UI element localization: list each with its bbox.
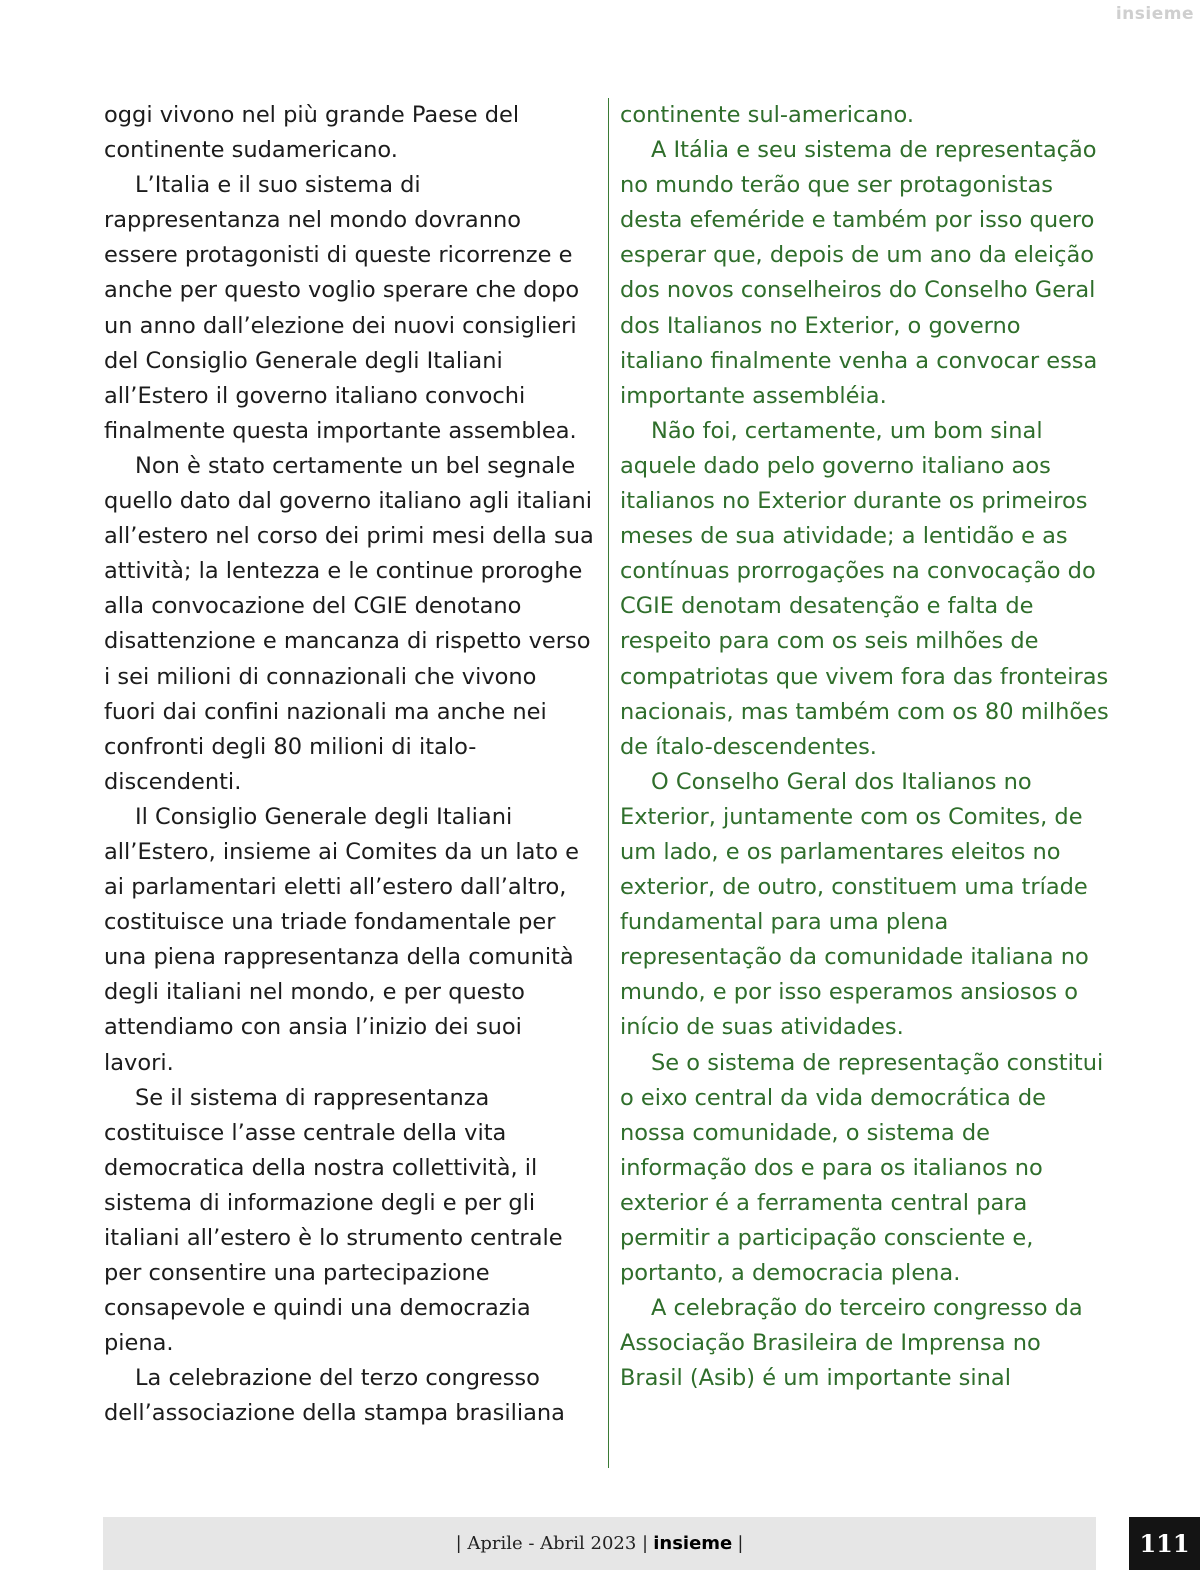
article-column-portuguese: [620, 98, 1110, 1396]
paragraph: Não foi, certamente, um bom sinal aquele dado pelo governo italiano aos italianos no Exterior durante os primeiros meses de sua atividade; a lentidão e as contínuas prorrogações na convocação do CGIE denotam desatenção e falta de respeito para com os seis milhões de compatriotas que vivem fora das fronteiras nacionais, mas também com os 80 milhões de ítalo-descendentes.: [620, 417, 1109, 760]
paragraph: continente sul-americano.: [620, 102, 914, 128]
footer-separator: |: [737, 1533, 744, 1554]
footer-issue: | Aprile - Abril 2023 |: [455, 1533, 649, 1554]
paragraph: Il Consiglio Generale degli Italiani all’Estero, insieme ai Comites da un lato e ai parlamentari eletti all’estero dall’altro, costituisce una triade fondamentale per una piena rappresentanza della comunità degli italiani nel mondo, e per questo attendiamo con ansia l’inizio dei suoi lavori.: [104, 803, 580, 1076]
paragraph: A Itália e seu sistema de representação no mundo terão que ser protagonistas desta efeméride e também por isso quero esperar que, depois de um ano da eleição dos novos conselheiros do Conselho Geral dos Italianos no Exterior, o governo italiano finalmente venha a convocar essa importante assembléia.: [620, 137, 1098, 409]
paragraph: O Conselho Geral dos Italianos no Exterior, juntamente com os Comites, de um lado, e os parlamentares eleitos no exterior, de outro, constituem uma tríade fundamental para uma plena representação da comunidade italiana no mundo, e por isso esperamos ansiosos o início de suas atividades.: [620, 768, 1089, 1041]
footer-brand-logo: insieme: [653, 1533, 733, 1554]
column-divider: [608, 98, 609, 1468]
paragraph: Se il sistema di rappresentanza costituisce l’asse centrale della vita democratica della nostra collettività, il sistema di informazione degli e per gli italiani all’estero è lo strumento centrale per consentire una partecipazione consapevole e quindi una democrazia piena.: [104, 1084, 563, 1357]
page-number: 111: [1129, 1517, 1200, 1570]
paragraph: Se o sistema de representação constitui o eixo central da vida democrática de nossa comunidade, o sistema de informação dos e para os italianos no exterior é a ferramenta central para permitir a participação consciente e, portanto, a democracia plena.: [620, 1049, 1104, 1287]
footer-bar: [103, 1517, 1096, 1570]
paragraph: Non è stato certamente un bel segnale quello dato dal governo italiano agli italiani all’estero nel corso dei primi mesi della sua attività; la lentezza e le continue proroghe alla convocazione del CGIE denotano disattenzione e mancanza di rispetto verso i sei milioni di connazionali che vivono fuori dai confini nazionali ma anche nei confronti degli 80 milioni di italo-discendenti.: [104, 452, 594, 795]
header-brand-logo: insieme: [1115, 4, 1194, 24]
paragraph: L’Italia e il suo sistema di rappresentanza nel mondo dovranno essere protagonisti di queste ricorrenze e anche per questo voglio sperare che dopo un anno dall’elezione dei nuovi consiglieri del Consiglio Generale degli Italiani all’Estero il governo italiano convochi finalmente questa importante assemblea.: [104, 172, 580, 444]
article-column-italian: [104, 98, 594, 1432]
paragraph: La celebrazione del terzo congresso dell’associazione della stampa brasiliana: [104, 1365, 565, 1427]
paragraph: A celebração do terceiro congresso da Associação Brasileira de Imprensa no Brasil (Asib) é um importante sinal: [620, 1295, 1083, 1392]
paragraph: oggi vivono nel più grande Paese del continente sudamericano.: [104, 102, 520, 164]
